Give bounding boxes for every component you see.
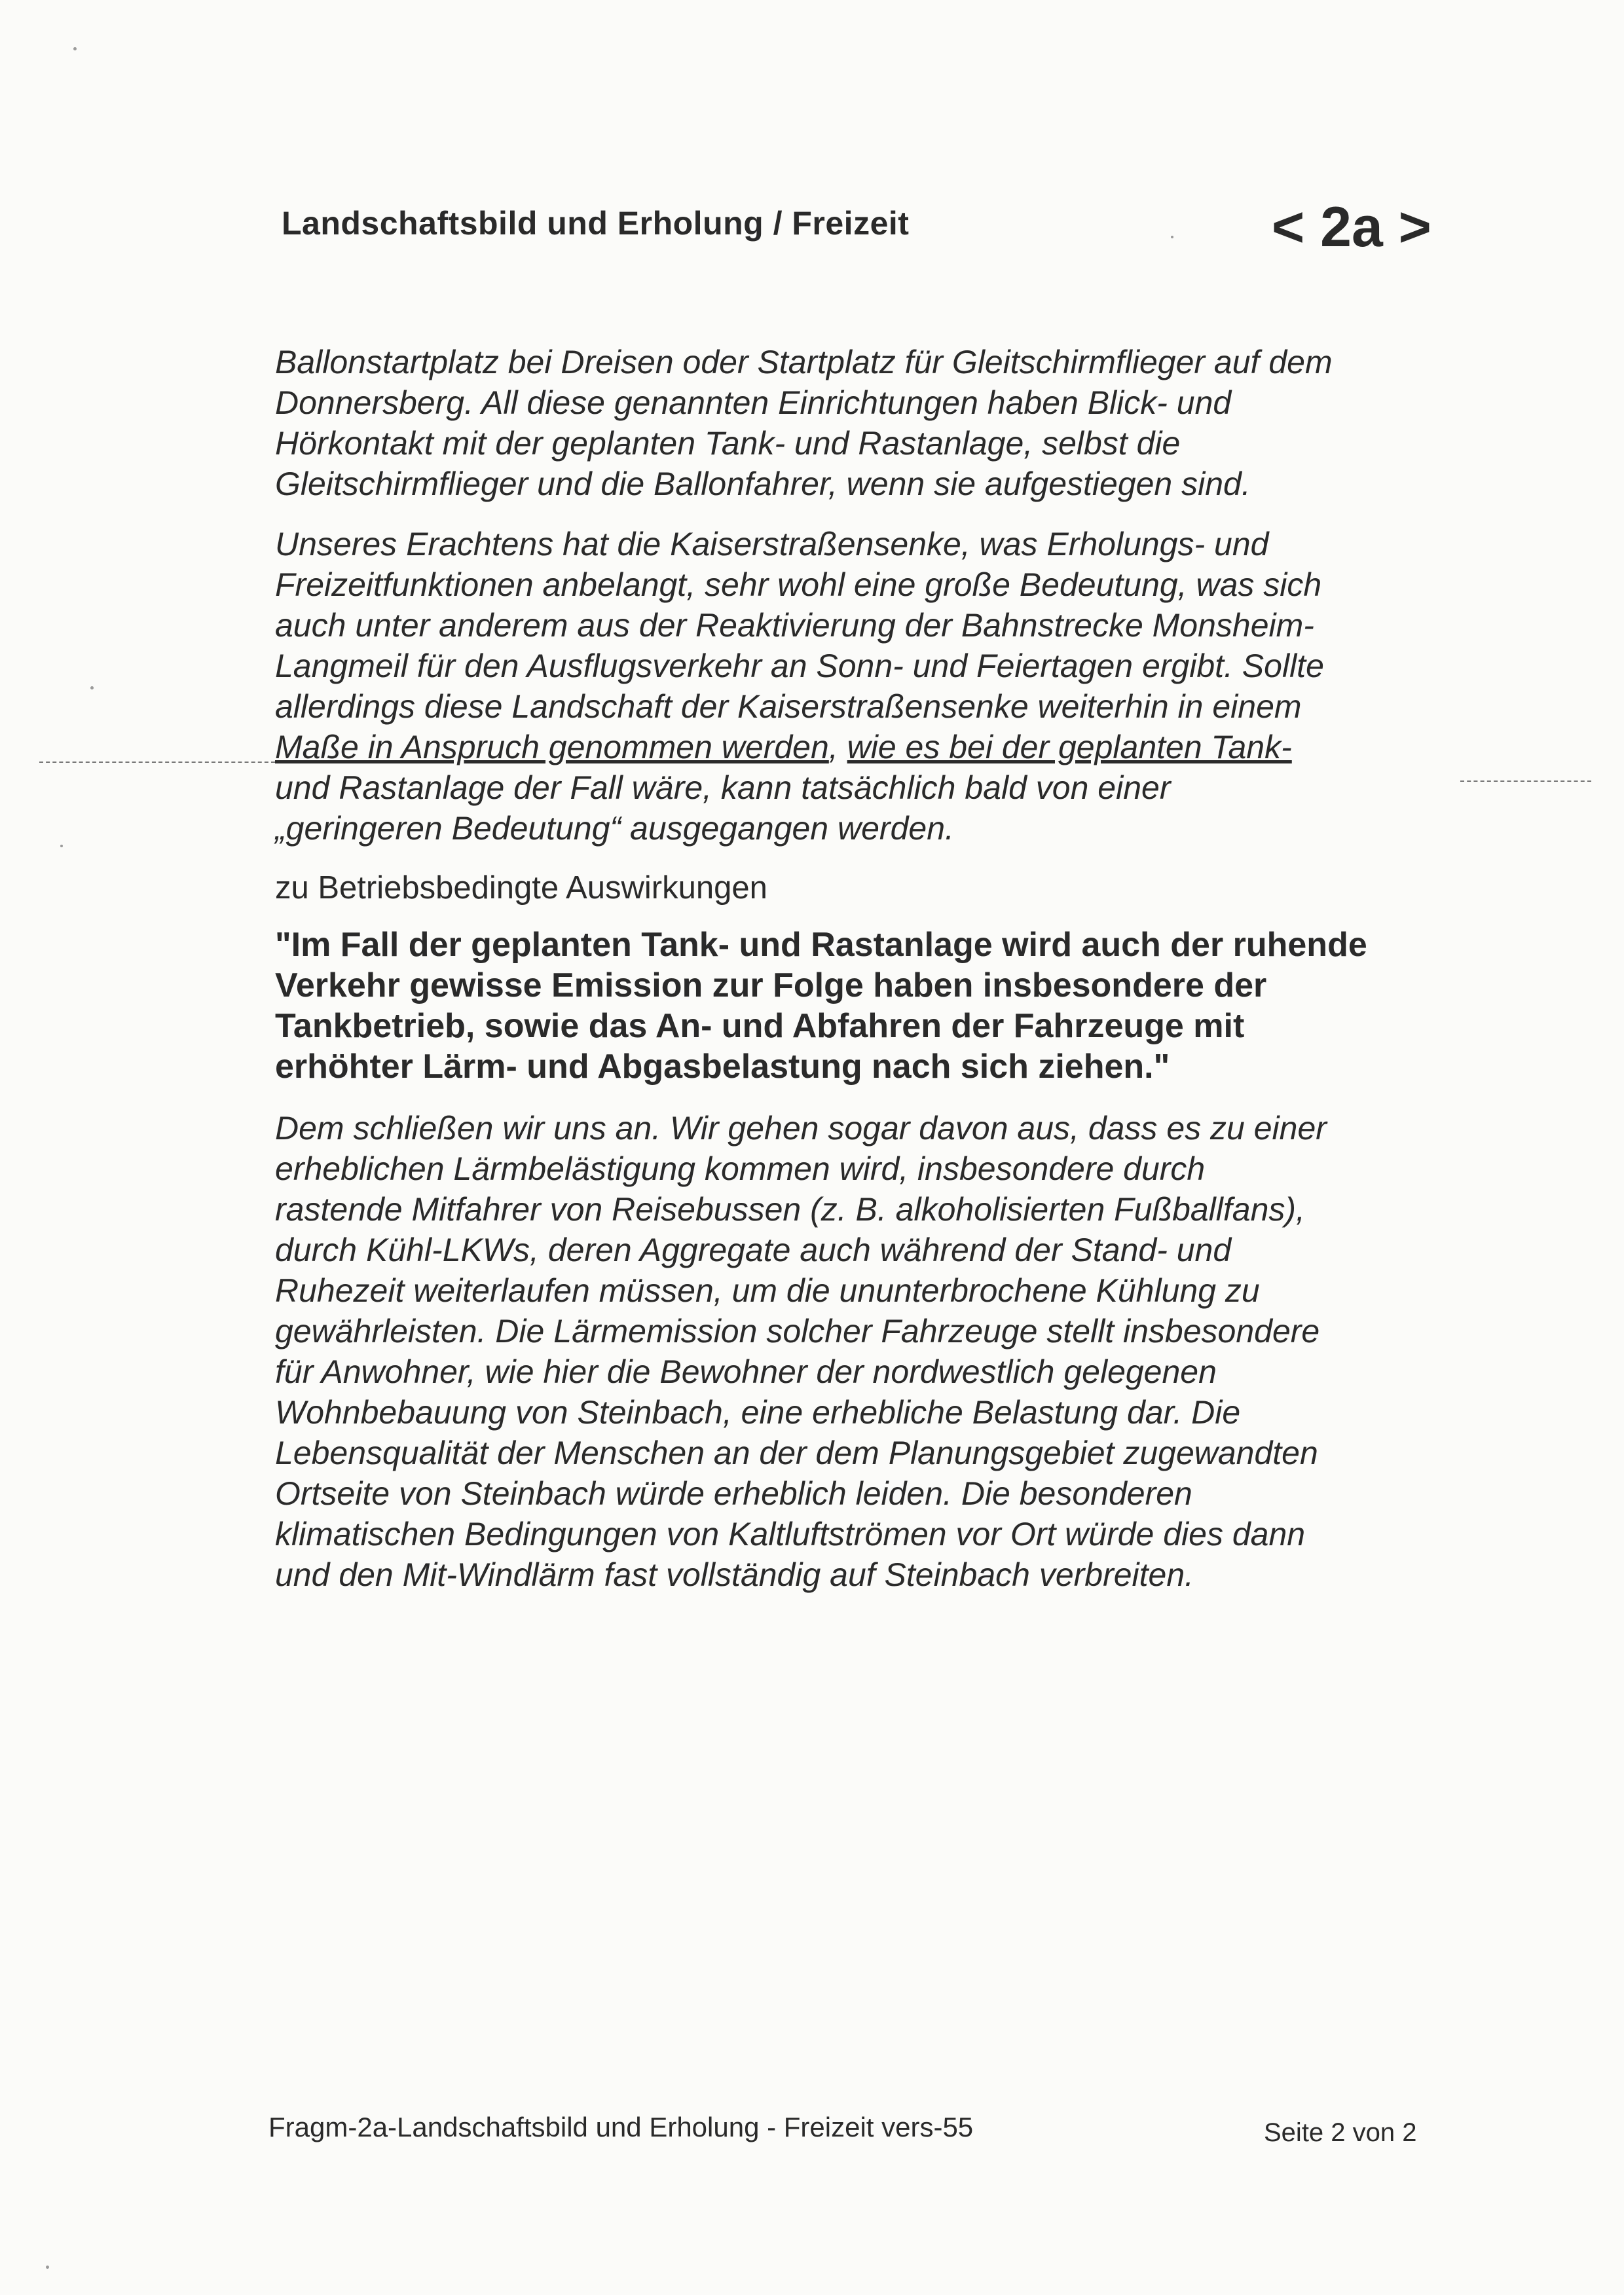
text-line: Tankbetrieb, sowie das An- und Abfahren der Fahrzeuge mit	[275, 1007, 1245, 1045]
text-line: Verkehr gewisse Emission zur Folge haben insbesondere der	[275, 966, 1267, 1004]
section-code: < 2a >	[1272, 196, 1431, 259]
text-line: erheblichen Lärmbelästigung kommen wird, insbesondere durch	[275, 1150, 1206, 1187]
text-line: für Anwohner, wie hier die Bewohner der nordwestlich gelegenen	[275, 1353, 1217, 1390]
text-line: „geringeren Bedeutung“ ausgegangen werden.	[275, 810, 954, 847]
text-line: und Rastanlage der Fall wäre, kann tatsächlich bald von einer	[275, 769, 1171, 806]
text-line: gewährleisten. Die Lärmemission solcher Fahrzeuge stellt insbesondere	[275, 1313, 1320, 1349]
paragraph-2	[275, 524, 1441, 849]
text-line: Lebensqualität der Menschen an der dem Planungsgebiet zugewandten	[275, 1435, 1318, 1471]
text-line: allerdings diese Landschaft der Kaiserstraßensenke weiterhin in einem	[275, 688, 1302, 725]
text-line: auch unter anderem aus der Reaktivierung der Bahnstrecke Monsheim-	[275, 607, 1314, 644]
scan-speck	[46, 2266, 49, 2269]
paragraph-3	[275, 1108, 1441, 1595]
text-line: Unseres Erachtens hat die Kaiserstraßensenke, was Erholungs- und	[275, 526, 1269, 562]
underlined-text: wie es bei der geplanten Tank-	[847, 729, 1292, 765]
text-line: Donnersberg. All diese genannten Einrichtungen haben Blick- und	[275, 384, 1232, 421]
text-line: rastende Mitfahrer von Reisebussen (z. B. alkoholisierten Fußballfans),	[275, 1191, 1305, 1228]
text-line: Ruhezeit weiterlaufen müssen, um die ununterbrochene Kühlung zu	[275, 1272, 1260, 1309]
text-line: Ballonstartplatz bei Dreisen oder Startplatz für Gleitschirmflieger auf dem	[275, 344, 1333, 380]
page-title: Landschaftsbild und Erholung / Freizeit	[282, 205, 910, 242]
fold-line-left	[39, 762, 275, 763]
text-line: "Im Fall der geplanten Tank- und Rastanlage wird auch der ruhende	[275, 926, 1367, 964]
text-line: Freizeitfunktionen anbelangt, sehr wohl eine große Bedeutung, was sich	[275, 566, 1322, 603]
fold-line-right	[1460, 780, 1591, 782]
text-line: Dem schließen wir uns an. Wir gehen sogar davon aus, dass es zu einer	[275, 1110, 1327, 1147]
quoted-statement	[275, 925, 1441, 1087]
scan-speck	[90, 686, 94, 689]
section-heading: zu Betriebsbedingte Auswirkungen	[275, 870, 767, 906]
underlined-text: Maße in Anspruch genommen werden	[275, 729, 829, 765]
text-line: Wohnbebauung von Steinbach, eine erhebliche Belastung dar. Die	[275, 1394, 1241, 1431]
text-line-underlined	[275, 727, 1441, 767]
paragraph-1	[275, 342, 1441, 504]
scan-speck	[1171, 236, 1173, 238]
text-line: klimatischen Bedingungen von Kaltluftströmen vor Ort würde dies dann	[275, 1516, 1306, 1552]
separator-text: ,	[828, 729, 847, 765]
scan-speck	[73, 47, 77, 50]
text-line: durch Kühl-LKWs, deren Aggregate auch während der Stand- und	[275, 1232, 1232, 1268]
text-line: Hörkontakt mit der geplanten Tank- und Rastanlage, selbst die	[275, 425, 1181, 462]
text-line: Ortseite von Steinbach würde erheblich leiden. Die besonderen	[275, 1475, 1192, 1512]
text-line: erhöhter Lärm- und Abgasbelastung nach sich ziehen."	[275, 1048, 1170, 1086]
scan-speck	[60, 845, 63, 847]
footer-document-name: Fragm-2a-Landschaftsbild und Erholung - Freizeit vers-55	[268, 2112, 974, 2142]
text-line: Gleitschirmflieger und die Ballonfahrer, wenn sie aufgestiegen sind.	[275, 466, 1251, 502]
text-line: Langmeil für den Ausflugsverkehr an Sonn- und Feiertagen ergibt. Sollte	[275, 648, 1324, 684]
footer-page-number: Seite 2 von 2	[1264, 2118, 1417, 2147]
text-line: und den Mit-Windlärm fast vollständig auf Steinbach verbreiten.	[275, 1556, 1194, 1593]
